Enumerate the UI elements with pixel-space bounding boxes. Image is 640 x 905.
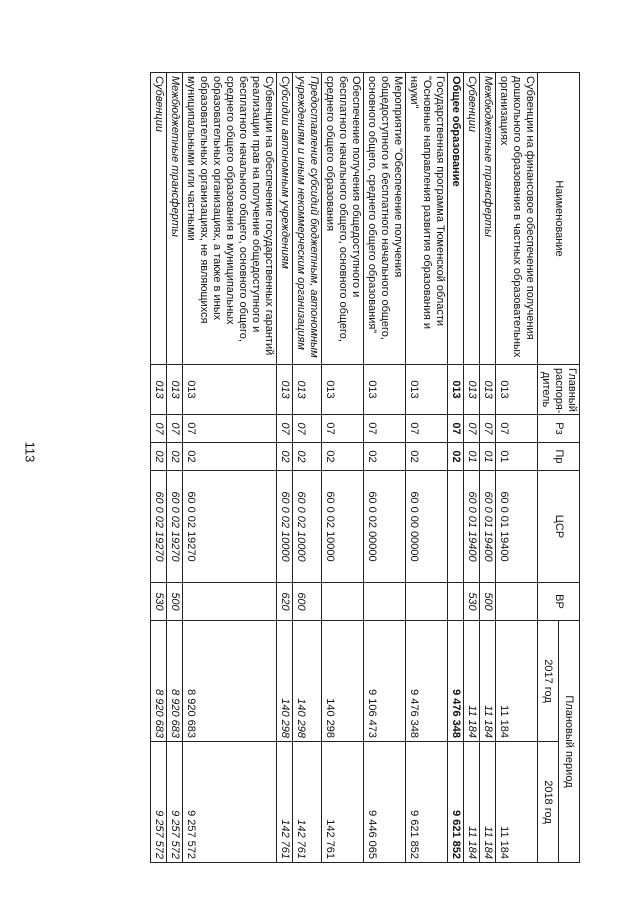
cell-rz: 07 <box>293 415 322 443</box>
cell-vr <box>448 583 464 621</box>
cell-y2018: 9 621 852 <box>406 742 448 863</box>
header-year-2018: 2018 год <box>538 742 559 863</box>
cell-y2017: 9 476 348 <box>406 621 448 742</box>
cell-pr: 02 <box>364 443 406 471</box>
cell-rz: 07 <box>448 415 464 443</box>
cell-pr: 02 <box>183 443 277 471</box>
cell-y2018: 11 184 <box>480 742 496 863</box>
cell-pr: 02 <box>448 443 464 471</box>
cell-csr: 60 0 00 00000 <box>406 471 448 583</box>
table-row <box>151 73 167 863</box>
page-number: 113 <box>22 441 38 463</box>
cell-pr: 01 <box>464 443 480 471</box>
cell-name: Субвенции <box>151 73 167 365</box>
cell-csr: 60 0 02 19270 <box>151 471 167 583</box>
cell-y2017: 9 106 473 <box>364 621 406 742</box>
cell-y2017: 140 298 <box>277 621 293 742</box>
cell-name: Государственная программа Тюменской области "Основные направления развития образования и науки" <box>406 73 448 365</box>
cell-name: Межбюджетные трансферты <box>167 73 183 365</box>
table-row <box>448 73 464 863</box>
cell-csr: 60 0 02 10000 <box>322 471 364 583</box>
cell-grs: 013 <box>480 365 496 415</box>
table-row <box>293 73 322 863</box>
cell-name: Субсидии автономным учреждениям <box>277 73 293 365</box>
cell-y2017: 8 920 683 <box>183 621 277 742</box>
cell-y2018: 9 257 572 <box>183 742 277 863</box>
header-year-2017: 2017 год <box>538 621 559 742</box>
table-row <box>322 73 364 863</box>
cell-vr: 620 <box>277 583 293 621</box>
table-row <box>406 73 448 863</box>
cell-y2017: 140 298 <box>322 621 364 742</box>
cell-y2017: 11 184 <box>496 621 538 742</box>
cell-vr: 530 <box>464 583 480 621</box>
cell-name: Межбюджетные трансферты <box>480 73 496 365</box>
cell-y2018: 9 257 572 <box>151 742 167 863</box>
cell-csr <box>448 471 464 583</box>
cell-pr: 02 <box>406 443 448 471</box>
cell-y2017: 8 920 683 <box>151 621 167 742</box>
cell-rz: 07 <box>151 415 167 443</box>
cell-y2017: 11 184 <box>464 621 480 742</box>
table-row <box>277 73 293 863</box>
cell-rz: 07 <box>322 415 364 443</box>
header-grs: Главный распоря-дитель <box>538 365 580 415</box>
cell-grs: 013 <box>448 365 464 415</box>
cell-name: Субвенции на финансовое обеспечение получения дошкольного образования в частных образовательных организациях <box>496 73 538 365</box>
cell-vr <box>406 583 448 621</box>
cell-y2018: 11 184 <box>464 742 480 863</box>
cell-csr: 60 0 02 10000 <box>293 471 322 583</box>
cell-y2017: 9 476 348 <box>448 621 464 742</box>
table-row <box>464 73 480 863</box>
cell-y2017: 11 184 <box>480 621 496 742</box>
header-plan-period: Плановый период <box>559 621 580 863</box>
cell-pr: 01 <box>480 443 496 471</box>
cell-y2018: 9 446 065 <box>364 742 406 863</box>
header-rz: Рз <box>538 415 580 443</box>
cell-grs: 013 <box>406 365 448 415</box>
table-row <box>496 73 538 863</box>
cell-name: Обеспечение получения общедоступного и бесплатного начального общего, основного общего, среднего общего образования <box>322 73 364 365</box>
cell-vr <box>496 583 538 621</box>
cell-rz: 07 <box>364 415 406 443</box>
cell-csr: 60 0 02 00000 <box>364 471 406 583</box>
cell-vr: 530 <box>151 583 167 621</box>
cell-y2018: 142 761 <box>277 742 293 863</box>
cell-name: Субвенции <box>464 73 480 365</box>
cell-grs: 013 <box>167 365 183 415</box>
cell-rz: 07 <box>183 415 277 443</box>
cell-rz: 07 <box>406 415 448 443</box>
cell-y2017: 8 920 683 <box>167 621 183 742</box>
cell-grs: 013 <box>322 365 364 415</box>
header-csr: ЦСР <box>538 471 580 583</box>
cell-pr: 02 <box>151 443 167 471</box>
cell-grs: 013 <box>496 365 538 415</box>
cell-vr <box>322 583 364 621</box>
cell-grs: 013 <box>364 365 406 415</box>
header-row <box>559 73 580 863</box>
budget-table <box>150 72 580 863</box>
cell-csr: 60 0 01 19400 <box>480 471 496 583</box>
cell-rz: 07 <box>496 415 538 443</box>
cell-grs: 013 <box>151 365 167 415</box>
cell-csr: 60 0 01 19400 <box>496 471 538 583</box>
cell-vr: 500 <box>167 583 183 621</box>
rotated-page-content <box>66 72 580 862</box>
cell-y2018: 142 761 <box>293 742 322 863</box>
cell-pr: 01 <box>496 443 538 471</box>
cell-pr: 02 <box>322 443 364 471</box>
table-row <box>364 73 406 863</box>
cell-rz: 07 <box>480 415 496 443</box>
table-row <box>183 73 277 863</box>
cell-y2018: 142 761 <box>322 742 364 863</box>
cell-vr: 600 <box>293 583 322 621</box>
cell-csr: 60 0 01 19400 <box>464 471 480 583</box>
cell-vr: 500 <box>480 583 496 621</box>
cell-grs: 013 <box>293 365 322 415</box>
cell-y2018: 9 257 572 <box>167 742 183 863</box>
header-pr: Пр <box>538 443 580 471</box>
cell-rz: 07 <box>277 415 293 443</box>
cell-vr <box>183 583 277 621</box>
cell-grs: 013 <box>277 365 293 415</box>
cell-y2018: 11 184 <box>496 742 538 863</box>
cell-grs: 013 <box>183 365 277 415</box>
cell-name: Общее образование <box>448 73 464 365</box>
table-body <box>151 73 538 863</box>
cell-grs: 013 <box>464 365 480 415</box>
cell-rz: 07 <box>167 415 183 443</box>
cell-name: Предоставление субсидий бюджетным, автономным учреждениям и иным некоммерческим организациям <box>293 73 322 365</box>
cell-rz: 07 <box>464 415 480 443</box>
table-row <box>167 73 183 863</box>
cell-pr: 02 <box>167 443 183 471</box>
cell-y2018: 9 621 852 <box>448 742 464 863</box>
header-vr: ВР <box>538 583 580 621</box>
cell-name: Субвенции на обеспечение государственных гарантий реализации прав на получение общедоступного и бесплатного начального общего, основного общего, среднего общего образования в муниципальных образовательных организациях, а также в иных образовательных организациях, не являющихся муниципальными или частными <box>183 73 277 365</box>
cell-csr: 60 0 02 19270 <box>183 471 277 583</box>
cell-pr: 02 <box>277 443 293 471</box>
cell-y2017: 140 298 <box>293 621 322 742</box>
cell-pr: 02 <box>293 443 322 471</box>
cell-csr: 60 0 02 10000 <box>277 471 293 583</box>
header-name: Наименование <box>538 73 580 365</box>
cell-csr: 60 0 02 19270 <box>167 471 183 583</box>
cell-name: Мероприятие "Обеспечение получения общедоступного и бесплатного начального общего, основного общего, среднего общего образования" <box>364 73 406 365</box>
table-row <box>480 73 496 863</box>
cell-vr <box>364 583 406 621</box>
